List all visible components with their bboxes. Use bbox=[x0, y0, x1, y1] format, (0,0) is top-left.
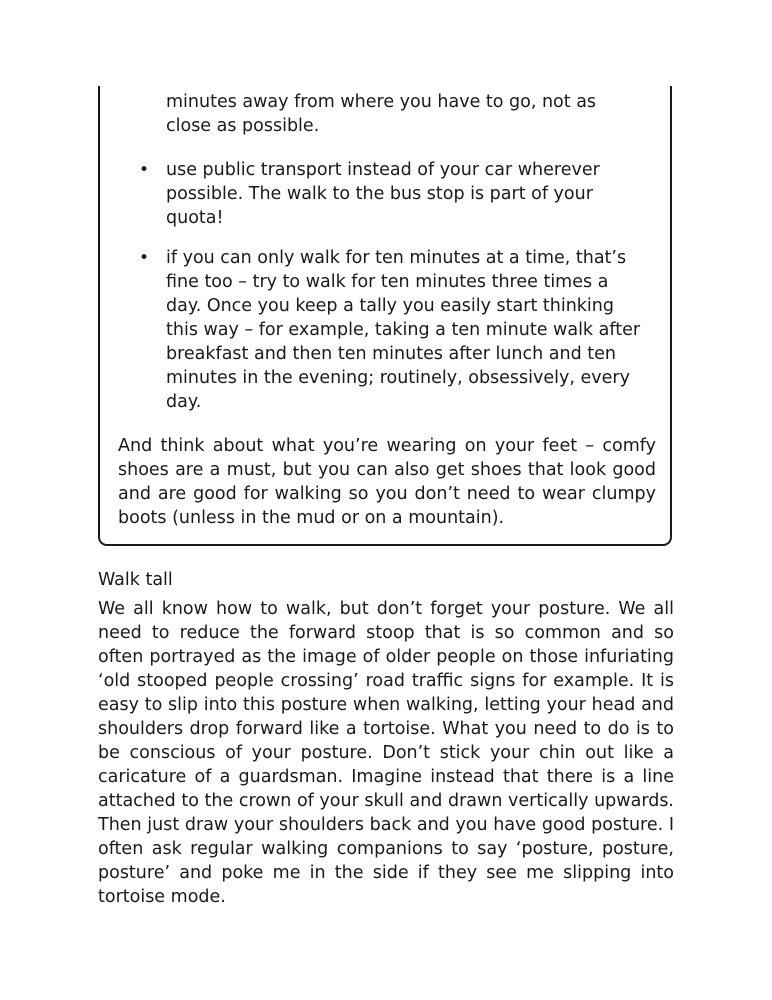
bullet-text: use public transport instead of your car wherever possible. The walk to the bus stop is part of your quota! bbox=[166, 160, 600, 228]
tips-box bbox=[98, 86, 672, 546]
section-paragraph: We all know how to walk, but don’t forget your posture. We all need to reduce the forward stoop that is so common and so often portrayed as the image of older people on those infuriating ‘old stooped people crossing’ road traffic signs for example. It is easy to slip into this posture when walking, letting your head and shoulders drop forward like a tortoise. What you need to do is to be conscious of your posture. Don’t stick your chin out like a caricature of a guardsman. Imagine instead that there is a line attached to the crown of your skull and drawn vertically upwards. Then just draw your shoulders back and you have good posture. I often ask regular walking companions to say ‘posture, posture, posture’ and poke me in the side if they see me slipping into tortoise mode. bbox=[98, 599, 674, 907]
bullet-marker: • bbox=[139, 248, 150, 268]
bullet-text: if you can only walk for ten minutes at a time, that’s fine too – try to walk for ten minutes three times a day. Once you keep a tally you easily start thinking this way – for example, taking a ten minute walk after breakfast and then ten minutes after lunch and ten minutes in the evening; routinely, obsessively, every day. bbox=[166, 248, 641, 412]
continued-bullet-text: minutes away from where you have to go, not as close as possible. bbox=[166, 92, 597, 136]
box-closing-paragraph: And think about what you’re wearing on your feet – comfy shoes are a must, but you can also get shoes that look good and are good for walking so you don’t need to wear clumpy boots (unless in the mud or on a mountain). bbox=[118, 436, 656, 528]
bullet-marker: • bbox=[139, 160, 150, 180]
section-heading: Walk tall bbox=[98, 570, 173, 590]
